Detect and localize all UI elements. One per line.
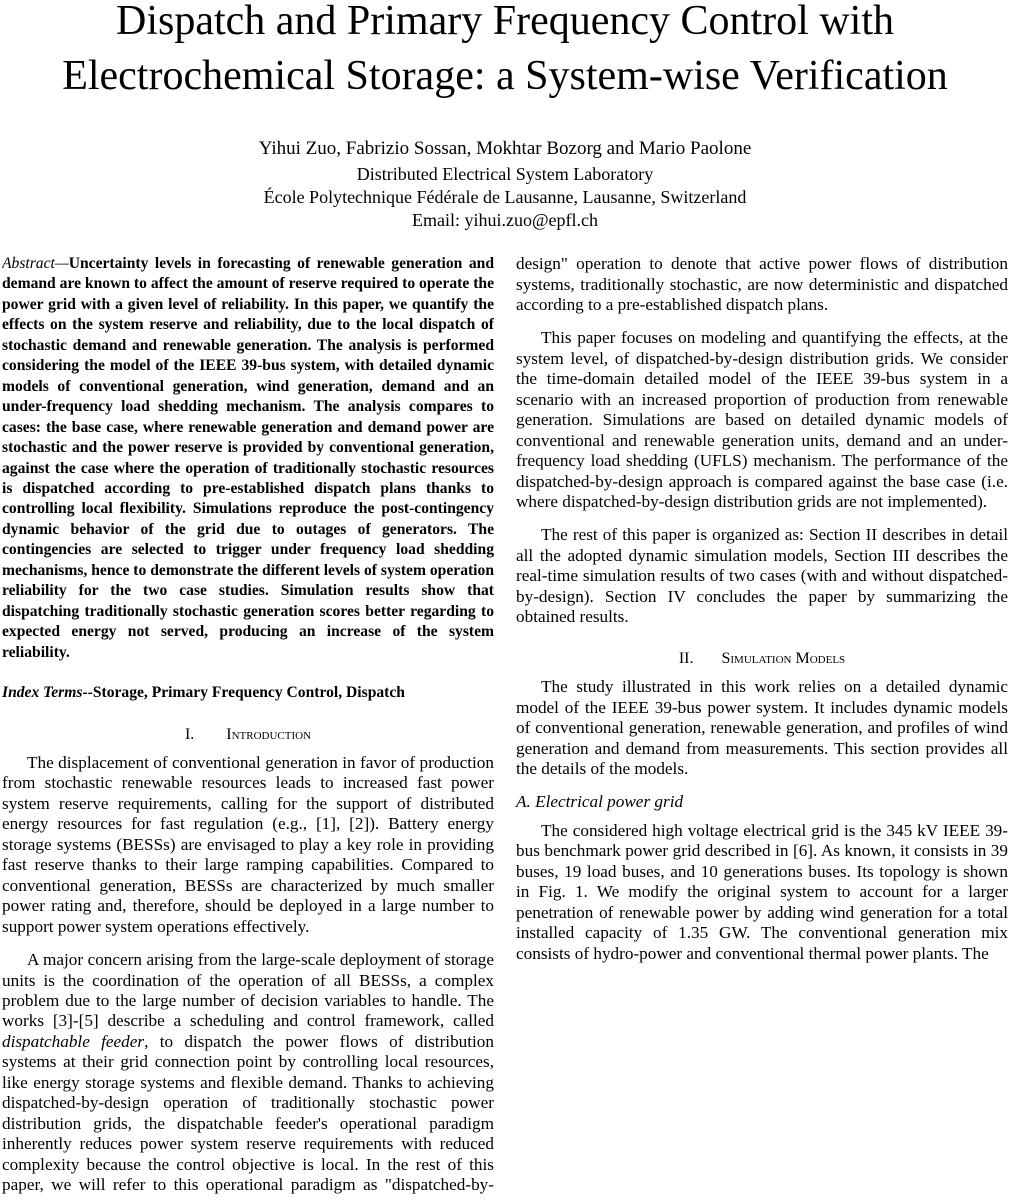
index-terms-text: --Storage, Primary Frequency Control, Dispatch <box>82 684 405 702</box>
text-span: , to dispatch the power flows of distribution systems at their grid connection point by controlling local resources, like energy storage systems and flexible demand. Thanks to achieving dispatched-by-design operation of traditionally stochastic power distribution grids, the dispatchable feeder's operational paradigm inherently reduces power system reserve requirements with reduced complexity because the control objective is local. In the rest of this paper, we will refer to this operational paradigm as "dispatched-by- <box>2 1031 494 1195</box>
title-line-2: Electrochemical Storage: a System-wise Verification <box>62 53 948 99</box>
emphasis-term: dispatchable feeder <box>2 1031 145 1051</box>
section-number: I. <box>184 725 195 743</box>
intro-paragraph-2 <box>2 950 494 1195</box>
author-list: Yihui Zuo, Fabrizio Sossan, Mokhtar Bozorg and Mario Paolone <box>258 138 752 159</box>
affiliation-email: Email: yihui.zuo@epfl.ch <box>411 210 599 230</box>
abstract-label: Abstract <box>2 255 55 272</box>
abstract <box>2 254 494 663</box>
affiliation <box>0 163 1010 232</box>
intro-paragraph-3: This paper focuses on modeling and quantifying the effects, at the system level, of dispatched-by-design distribution grids. We consider the time-domain detailed model of the IEEE 39-bus system in a scenario with an increased proportion of production from renewable generation. Simulations are based on detailed dynamic models of conventional and renewable generation units, demand and an under-frequency load shedding (UFLS) mechanism. The performance of the dispatched-by-design approach is compared against the base case (i.e. where dispatched-by-design distribution grids are not implemented). <box>516 328 1008 511</box>
section-heading-simulation-models <box>516 649 1008 669</box>
right-column <box>516 254 1008 964</box>
affiliation-institution: École Polytechnique Fédérale de Lausanne, Lausanne, Switzerland <box>263 187 747 207</box>
section-heading-introduction <box>2 725 494 745</box>
section-title: Introduction <box>226 725 312 743</box>
index-terms-label: Index Terms <box>2 684 83 702</box>
intro-paragraph-4: The rest of this paper is organized as: Section II describes in detail all the adopted dynamic simulation models, Section III describes the real-time simulation results of two cases (with and without dispatched-by-design). Section IV concludes the paper by summarizing the obtained results. <box>516 525 1008 627</box>
title-line-1: Dispatch and Primary Frequency Control with <box>115 0 895 44</box>
section-number: II. <box>678 649 694 667</box>
continued-text <box>516 254 1008 315</box>
abstract-dash: — <box>54 255 69 272</box>
text-span: A major concern arising from the large-scale deployment of storage units is the coordination of the operation of all BESSs, a complex problem due to the large number of decision variables to handle. The works [3]-[5] describe a scheduling and control framework, called <box>2 950 494 1031</box>
index-terms <box>2 683 494 703</box>
paper-title <box>0 0 1010 104</box>
text-span: design" operation to denote that active power flows of distribution systems, traditionally stochastic, are now deterministic and dispatched according to a pre-established dispatch plans. <box>516 254 1008 314</box>
abstract-text: Uncertainty levels in forecasting of renewable generation and demand are known to affect the amount of reserve required to operate the power grid with a given level of reliability. In this paper, we quantify the effects on the system reserve and reliability, due to the local dispatch of stochastic demand and renewable generation. The analysis is performed considering the model of the IEEE 39-bus system, with detailed dynamic models of conventional generation, wind generation, demand and an under-frequency load shedding mechanism. The analysis compares to cases: the base case, where renewable generation and demand power are stochastic and the power reserve is provided by conventional generation, against the case where the operation of traditionally stochastic resources is dispatched according to pre-established dispatch plans thanks to controlling local flexibility. Simulations reproduce the post-contingency dynamic behavior of the grid due to outages of generators. The contingencies are selected to trigger under frequency load shedding mechanisms, hence to demonstrate the different levels of system operation reliability for the two case studies. Simulation results show that dispatching traditionally stochastic generation scores better regarding to expected energy not served, producing an increase of the system reliability. <box>2 255 494 661</box>
subsection-heading: A. Electrical power grid <box>516 792 684 812</box>
models-paragraph-2: The considered high voltage electrical grid is the 345 kV IEEE 39-bus benchmark power grid described in [6]. As known, it consists in 39 buses, 19 load buses, and 10 generations buses. Its topology is shown in Fig. 1. We modify the original system to account for a larger penetration of renewable power by adding wind generation for a total installed capacity of 1.35 GW. The conventional generation mix consists of hydro-power and conventional thermal power plants. The <box>516 820 1008 963</box>
section-title: Simulation Models <box>721 649 846 667</box>
models-paragraph-1: The study illustrated in this work relies on a detailed dynamic model of the IEEE 39-bus power system. It includes dynamic models of conventional generation, renewable generation, and profiles of wind generation and demand from measurements. This section provides all the details of the models. <box>516 677 1008 778</box>
affiliation-lab: Distributed Electrical System Laboratory <box>356 164 654 184</box>
intro-paragraph-1: The displacement of conventional generation in favor of production from stochastic renewable resources leads to increased fast power system reserve requirements, calling for the support of distributed energy resources for fast regulation (e.g., [1], [2]). Battery energy storage systems (BESSs) are envisaged to play a key role in providing fast reserve thanks to their large ramping capabilities. Compared to conventional generation, BESSs are characterized by much smaller power rating and, therefore, should be deployed in a large number to support power system operations effectively. <box>2 752 494 936</box>
left-column <box>2 254 494 1195</box>
intro-paragraph-2-continued <box>516 254 1008 315</box>
